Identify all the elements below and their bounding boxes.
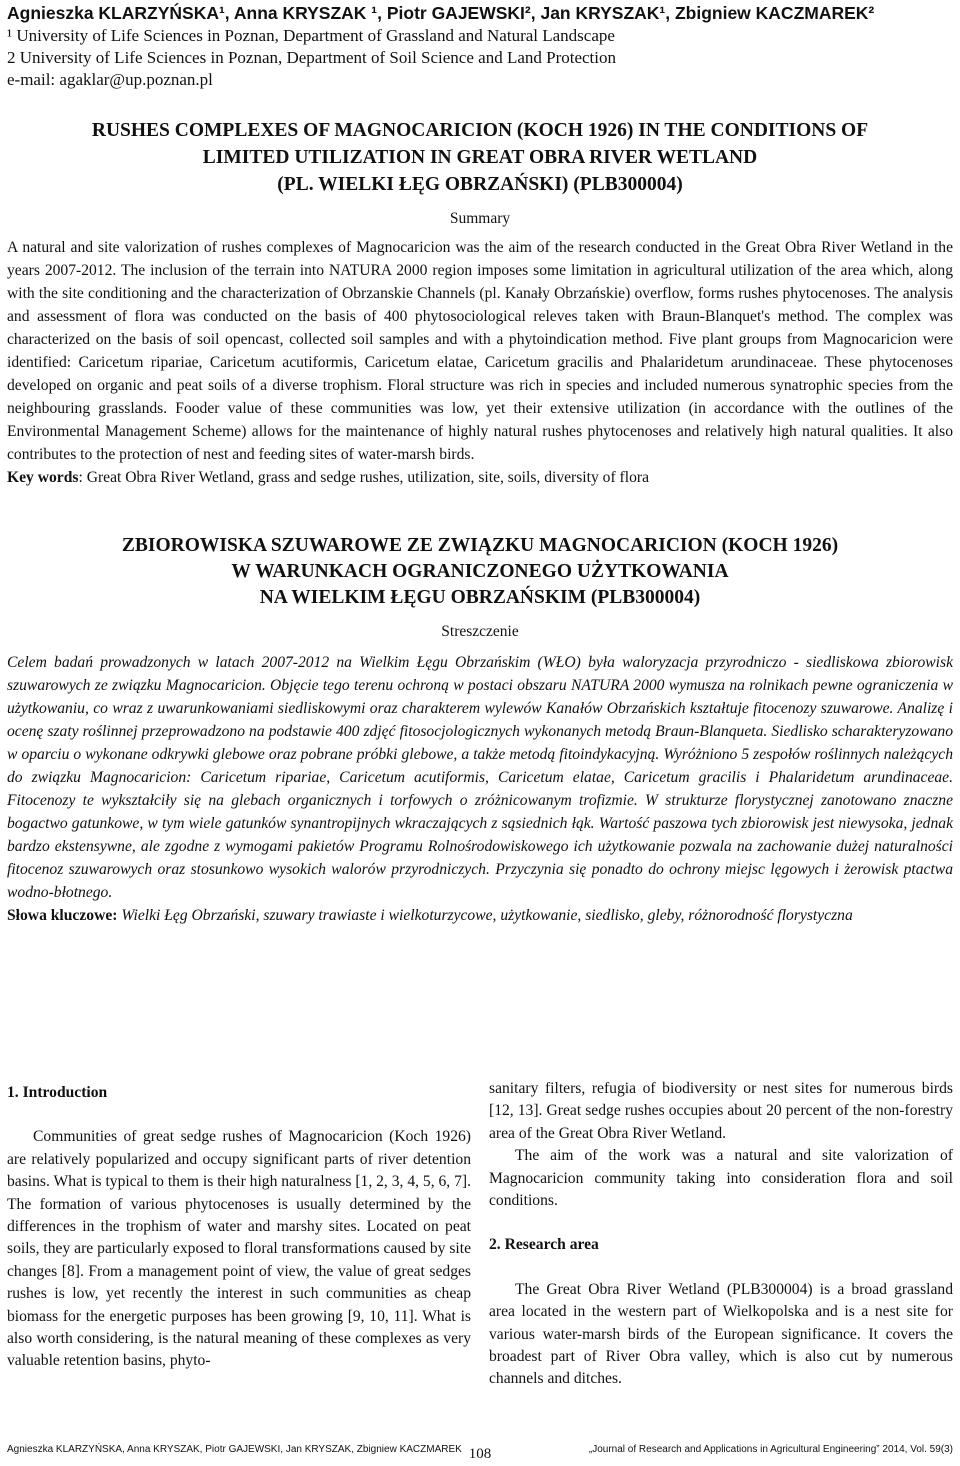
- polish-keywords-label: Słowa kluczowe:: [7, 907, 118, 924]
- affiliation-2: 2 University of Life Sciences in Poznan, Department of Soil Science and Land Protection: [7, 48, 617, 67]
- footer-journal: „Journal of Research and Applications in Agricultural Engineering” 2014, Vol. 59(3): [588, 1444, 953, 1455]
- summary-heading: Summary: [449, 210, 511, 227]
- research-area-heading: 2. Research area: [489, 1236, 599, 1254]
- english-abstract: A natural and site valorization of rushes complexes of Magnocaricion was the aim of the research conducted in the Great Obra River Wetland in the years 2007-2012. The inclusion of the terrain into NATURA 2000 region imposes some limitation in agricultural utilization of the area which, along with the site conditioning and the characterization of Obrzanskie Channels (pl. Kanały Obrzańskie) overflow, forms rushes phytocenoses. The analysis and assessment of flora was conducted on the basis of 400 phytosociological releves taken with Braun-Blanquet's method. The complex was characterized on the basis of soil opencast, collected soil samples and with a phytoindication method. Five plant groups from Magnocaricion were identified: Caricetum ripariae, Caricetum acutiformis, Caricetum elatae, Caricetum gracilis and Phalaridetum arundinaceae. These phytocenoses developed on organic and peat soils of a diverse trophism. Floral structure was rich in species and included numerous synatrophic species from the neighbouring grasslands. Fooder value of these communities was low, yet their extensive utilization (in accordance with the outlines of the Environmental Management Scheme) allows for the maintenance of highly natural rushes phytocenoses and relatively high natural qualities. It also contributes to the protection of nest and feeding sites of water-marsh birds.: [7, 239, 953, 463]
- left-column: [7, 1078, 471, 1391]
- english-keywords-label: Key words: [7, 469, 79, 486]
- introduction-heading: 1. Introduction: [7, 1084, 108, 1101]
- right-paragraph-1: sanitary filters, refugia of biodiversity or nest sites for numerous birds [12, 13]. Great sedge rushes occupies about 20 percent of the non-forestry area of the Great Obra River Wetland.: [489, 1080, 953, 1142]
- polish-title-line-1: ZBIOROWISKA SZUWAROWE ZE ZWIĄZKU MAGNOCARICION (KOCH 1926): [121, 535, 839, 556]
- author-email: e-mail: agaklar@up.poznan.pl: [7, 70, 213, 89]
- polish-keywords-text: Wielki Łęg Obrzański, szuwary trawiaste i wielkoturzycowe, użytkowanie, siedlisko, gleby, różnorodność florystyczna: [117, 907, 853, 924]
- footer-authors: Agnieszka KLARZYŃSKA, Anna KRYSZAK, Piotr GAJEWSKI, Jan KRYSZAK, Zbigniew KACZMAREK: [7, 1444, 462, 1455]
- english-title: [7, 117, 953, 198]
- author-list: Agnieszka KLARZYŃSKA¹, Anna KRYSZAK ¹, Piotr GAJEWSKI², Jan KRYSZAK¹, Zbigniew KACZMAREK²: [7, 3, 875, 23]
- english-keywords: [7, 466, 953, 489]
- english-title-line-1: RUSHES COMPLEXES OF MAGNOCARICION (KOCH 1926) IN THE CONDITIONS OF: [91, 120, 869, 141]
- right-column: [489, 1078, 953, 1391]
- introduction-paragraph: Communities of great sedge rushes of Magnocaricion (Koch 1926) are relatively popularized and occupy significant parts of river detention basins. What is typical to them is their high naturalness [1, 2, 3, 4, 5, 6, 7]. The formation of various phytocenoses is usually determined by the differences in the trophism of water and marshy sites. Located on peat soils, they are particularly exposed to floral transformations caused by site changes [8]. From a management point of view, the value of great sedges rushes is low, yet recently the interest in such communities as cheap biomass for the energetic purposes has been growing [9, 10, 11]. What is also worth considering, is the natural meaning of these complexes as very valuable retention basins, phyto-: [7, 1128, 471, 1370]
- body-columns: [7, 1078, 953, 1391]
- english-keywords-text: : Great Obra River Wetland, grass and sedge rushes, utilization, site, soils, diversity of flora: [78, 469, 649, 486]
- right-paragraph-2: The aim of the work was a natural and site valorization of Magnocaricion community taking into consideration flora and soil conditions.: [489, 1147, 953, 1210]
- streszczenie-heading: Streszczenie: [441, 623, 519, 640]
- polish-title-line-3: NA WIELKIM ŁĘGU OBRZAŃSKIM (PLB300004): [259, 587, 701, 608]
- polish-title: [7, 533, 953, 611]
- page-number: 108: [468, 1446, 492, 1462]
- polish-abstract: Celem badań prowadzonych w latach 2007-2012 na Wielkim Łęgu Obrzańskim (WŁO) była waloryzacja przyrodniczo - siedliskowa zbiorowisk szuwarowych ze związku Magnocaricion. Objęcie tego terenu ochroną w postaci obszaru NATURA 2000 wymusza na rolnikach pewne ograniczenia w użytkowaniu, co wraz z uwarunkowaniami siedliskowymi oraz charakterem wylewów Kanałów Obrzańskich kształtuje fitocenozy szuwarowe. Analizę i ocenę szaty roślinnej przeprowadzono na podstawie 400 zdjęć fitosocjologicznych wykonanych metodą Braun-Blanqueta. Siedlisko scharakteryzowano w oparciu o wykonane odkrywki glebowe oraz pobrane próbki glebowe, a także metodą fitoindykacyjną. Wyróżniono 5 zespołów roślinnych należących do związku Magnocaricion: Caricetum ripariae, Caricetum acutiformis, Caricetum elatae, Caricetum gracilis i Phalaridetum arundinaceae. Fitocenozy te wykształciły się na glebach organicznych i torfowych o zróżnicowanym trofizmie. W strukturze florystycznej zanotowano znaczne bogactwo gatunkowe, w tym wiele gatunków synantropijnych wkraczających z sąsiednich łąk. Wartość paszowa tych zbiorowisk jest niewysoka, jednak bardzo ekstensywne, ale zgodne z wymogami pakietów Programu Rolnośrodowiskowego ich użytkowanie pozwala na zachowanie dużej naturalności fitocenoz szuwarowych oraz stosunkowo wysokich walorów przyrodniczych. Przyczynia się ponadto do ochrony miejsc lęgowych i żerowisk ptactwa wodno-błotnego.: [7, 654, 953, 901]
- polish-title-line-2: W WARUNKACH OGRANICZONEGO UŻYTKOWANIA: [231, 561, 729, 582]
- affiliation-1: ¹ University of Life Sciences in Poznan, Department of Grassland and Natural Landscape: [7, 26, 615, 45]
- research-area-paragraph: The Great Obra River Wetland (PLB300004) is a broad grassland area located in the western part of Wielkopolska and is a nest site for various water-marsh birds of the European significance. It covers the broadest part of River Obra valley, which is also cut by numerous channels and ditches.: [489, 1280, 953, 1388]
- english-title-line-2: LIMITED UTILIZATION IN GREAT OBRA RIVER WETLAND: [202, 147, 758, 168]
- polish-keywords: [7, 904, 953, 927]
- english-title-line-3: (PL. WIELKI ŁĘG OBRZAŃSKI) (PLB300004): [277, 174, 683, 195]
